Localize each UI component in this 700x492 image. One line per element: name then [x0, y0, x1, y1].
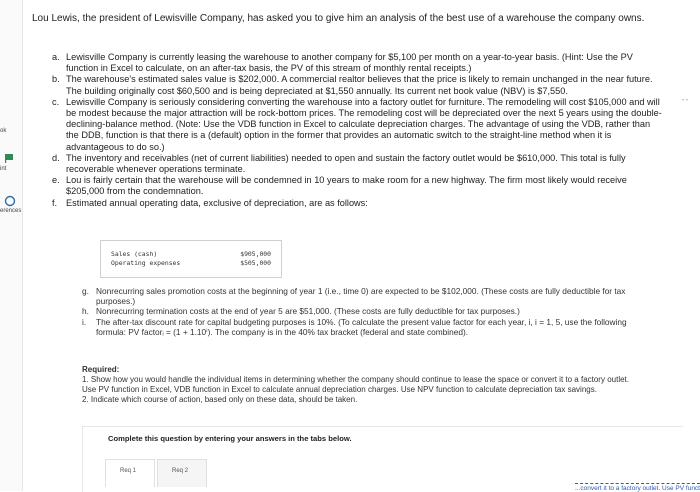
list-item: c. Lewisville Company is seriously considering converting the warehouse into a factory outlet for furniture. The remodeling will cost $105,000 and will be modest because the major attraction will be rock-bottom prices. The remodeling cost will be depreciated over the next 5 years using the double-declining-balance method. (Note: Use the VDB function in Excel to calculate depreciation charges. The advantage of using the VDB, rather than the DDB, function is that there is a (default) option in the former that provides an automatic switch to the straight-line method when it is advantageous to do so.): [52, 96, 662, 152]
table-cell-label: Operating expenses: [111, 259, 181, 267]
required-line-2: 2. Indicate which course of action, based only on these data, should be taken.: [82, 395, 358, 404]
sidebar-label-print[interactable]: int: [0, 166, 7, 172]
table-cell-value: $905,000: [240, 250, 271, 258]
table-cell-value: $505,000: [240, 259, 271, 267]
list-item: g. Nonrecurring sales promotion costs at the beginning of year 1 (i.e., time 0) are expected to be $102,000. (These costs are fully deductible for tax purposes.): [82, 286, 626, 307]
intro-paragraph: Lou Lewis, the president of Lewisville Company, has asked you to give him an analysis of the best use of a warehouse the company owns.: [32, 13, 645, 24]
more-dots-icon: • •: [682, 98, 688, 104]
operating-data-table: [100, 240, 282, 278]
list-item: i. The after-tax discount rate for capital budgeting purposes is 10%. (To calculate the present value factor for each year, i, i = 1, 5, use the following formula: PV factorᵢ = (1 + 1.10ⁱ). The company is in the 40% tax bracket (federal and state combined).: [82, 316, 627, 337]
list-item: a. Lewisville Company is currently leasing the warehouse to another company for $5,100 per month on a year-to-year basis. (Hint: Use the PV function in Excel to calculate, on an after-tax basis, the PV of this stream of monthly rental receipts.): [52, 52, 633, 74]
list-item: f. Estimated annual operating data, exclusive of depreciation, are as follows:: [52, 197, 368, 208]
left-sidebar: [0, 0, 23, 491]
answer-panel-heading: Complete this question by entering your answers in the tabs below.: [108, 434, 352, 443]
required-line-1: 1. Show how you would handle the individual items in determining whether the company should continue to lease the space or convert it to a factory outlet. Use PV function in Excel, VDB function in Excel to calculate annual depreciation charges. Use NPV function to calculate depreciation tax savings.: [82, 375, 629, 394]
items-list-g-i: [82, 286, 642, 337]
tab-req-2[interactable]: Req 2: [157, 459, 207, 487]
table-row: [111, 250, 271, 258]
sidebar-label-references[interactable]: erences: [0, 208, 22, 214]
items-list-a-f: [52, 52, 662, 209]
table-row: [111, 259, 271, 267]
list-item: b. The warehouse's estimated sales value is $202,000. A commercial realtor believes that the price is likely to remain unchanged in the near future. The building originally cost $60,500 and is being depreciated at $1,550 annually. Its current net book value (NBV) is $7,550.: [52, 74, 653, 96]
table-cell-label: Sales (cash): [111, 250, 158, 258]
list-item: e. Lou is fairly certain that the warehouse will be condemned in 10 years to make room for a new highway. The firm most likely would receive $205,000 from the condemnation.: [52, 175, 627, 197]
tab-req-1[interactable]: Req 1: [105, 459, 155, 487]
list-item: d. The inventory and receivables (net of current liabilities) needed to open and sustain the factory outlet would be $610,000. This total is fully recoverable whenever operations terminate.: [52, 152, 626, 175]
list-item: h. Nonrecurring termination costs at the end of year 5 are $51,000. (These costs are fully deductible for tax purposes.): [82, 306, 520, 317]
required-title: Required:: [82, 365, 120, 374]
sidebar-label-ok: ok: [0, 128, 7, 134]
bottom-cut-text: ...convert it to a factory outlet. Use PV funct: [574, 485, 700, 492]
question-page: [22, 0, 700, 491]
required-section: [82, 365, 642, 405]
